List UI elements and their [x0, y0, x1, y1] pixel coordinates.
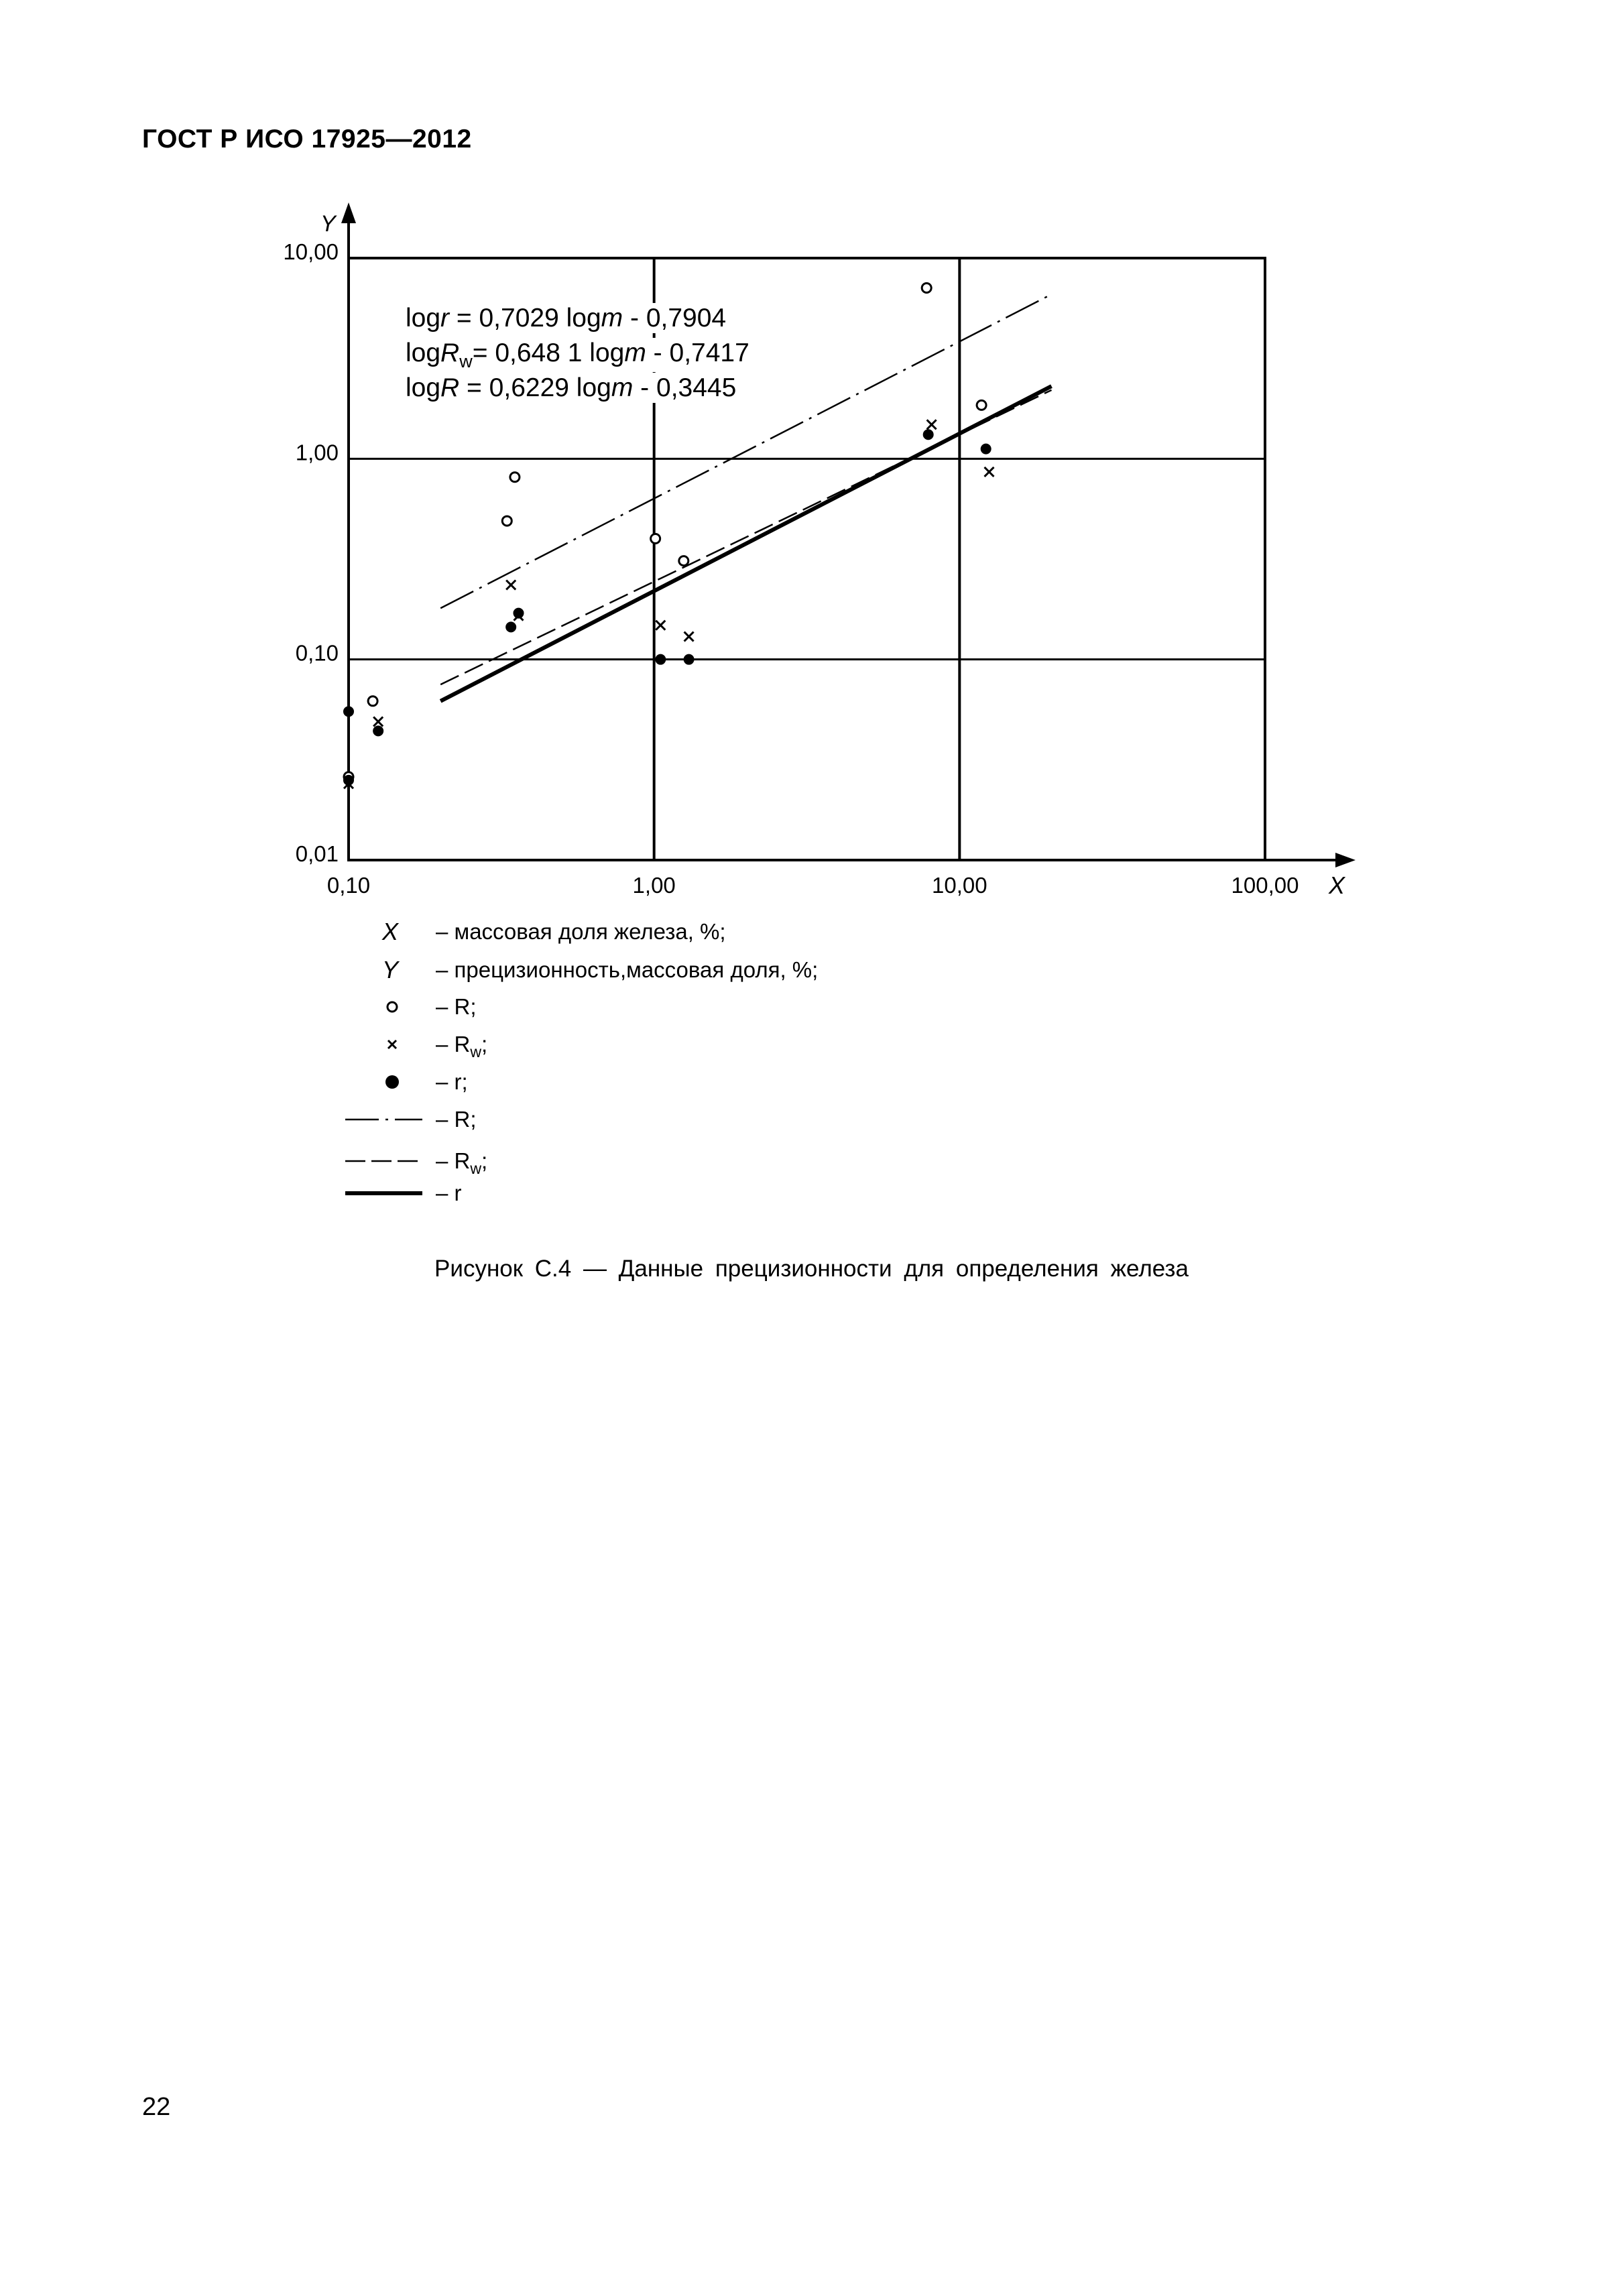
point-open-circle — [922, 284, 931, 293]
page-number: 22 — [142, 2093, 171, 2121]
y-tick-label: 0,01 — [295, 841, 339, 866]
point-filled-circle — [923, 429, 934, 440]
point-filled-circle — [513, 608, 524, 619]
x-axis-arrow — [1335, 853, 1356, 867]
solid-thick-line-icon — [335, 1180, 422, 1207]
legend-dashed-line-text: – $R_w$; — [436, 1148, 488, 1178]
x-tick-label: 100,00 — [1231, 873, 1299, 898]
point-open-circle — [651, 534, 660, 543]
point-cross — [684, 632, 694, 642]
y-axis-arrow — [341, 202, 356, 223]
point-cross — [927, 420, 937, 429]
x-tick-label: 1,00 — [632, 873, 676, 898]
point-open-circle — [679, 556, 688, 566]
point-cross — [373, 717, 383, 726]
x-axis-label: X — [1329, 871, 1345, 899]
point-filled-circle — [684, 654, 695, 665]
point-filled-circle — [505, 621, 516, 632]
filled-circle-icon — [335, 1069, 422, 1095]
equation-3: logR = 0,6229 logm - 0,3445 — [406, 373, 737, 402]
point-open-circle — [502, 516, 512, 526]
point-cross — [656, 621, 665, 630]
point-filled-circle — [981, 444, 991, 455]
open-circle-icon — [335, 993, 422, 1020]
legend-filled-circle-text: – r; — [436, 1069, 468, 1094]
point-filled-circle — [373, 725, 383, 736]
point-open-circle — [510, 473, 520, 482]
legend-x-key: X — [382, 918, 399, 945]
point-filled-circle — [655, 654, 666, 665]
legend-y-text: – прецизионность,массовая доля, %; — [436, 957, 819, 982]
y-axis-label: Y — [320, 211, 336, 237]
equation-1: logr = 0,7029 logm - 0,7904 — [406, 304, 727, 333]
legend-dash-dot-line-text: – R; — [436, 1107, 477, 1132]
point-open-circle — [977, 400, 986, 410]
point-filled-circle — [343, 775, 354, 786]
point-cross — [984, 467, 994, 477]
document-header: ГОСТ Р ИСО 17925—2012 — [142, 125, 472, 154]
dashed-line-icon — [335, 1148, 422, 1174]
figure-caption: Рисунок С.4 — Данные прецизионности для определения железа — [434, 1256, 1189, 1282]
y-tick-label: 0,10 — [295, 640, 339, 666]
x-tick-label: 0,10 — [326, 873, 371, 898]
cross-icon — [335, 1031, 422, 1058]
dash-dot-line-icon — [335, 1106, 422, 1133]
equation-2: logR$_w$= 0,648 1 logm - 0,7417 — [406, 339, 749, 371]
point-cross — [506, 581, 516, 590]
point-open-circle — [368, 697, 377, 706]
y-tick-label: 1,00 — [295, 440, 339, 465]
legend-y-key: Y — [382, 956, 399, 983]
point-filled-circle — [343, 706, 354, 717]
legend-x-text: – массовая доля железа, %; — [436, 919, 726, 944]
y-tick-label: 10,00 — [283, 239, 339, 264]
legend-cross-text: – $R_w$; — [436, 1032, 488, 1061]
legend-open-circle-text: – R; — [436, 994, 477, 1019]
x-tick-label: 10,00 — [932, 873, 987, 898]
legend-solid-line-text: – r — [436, 1181, 462, 1205]
